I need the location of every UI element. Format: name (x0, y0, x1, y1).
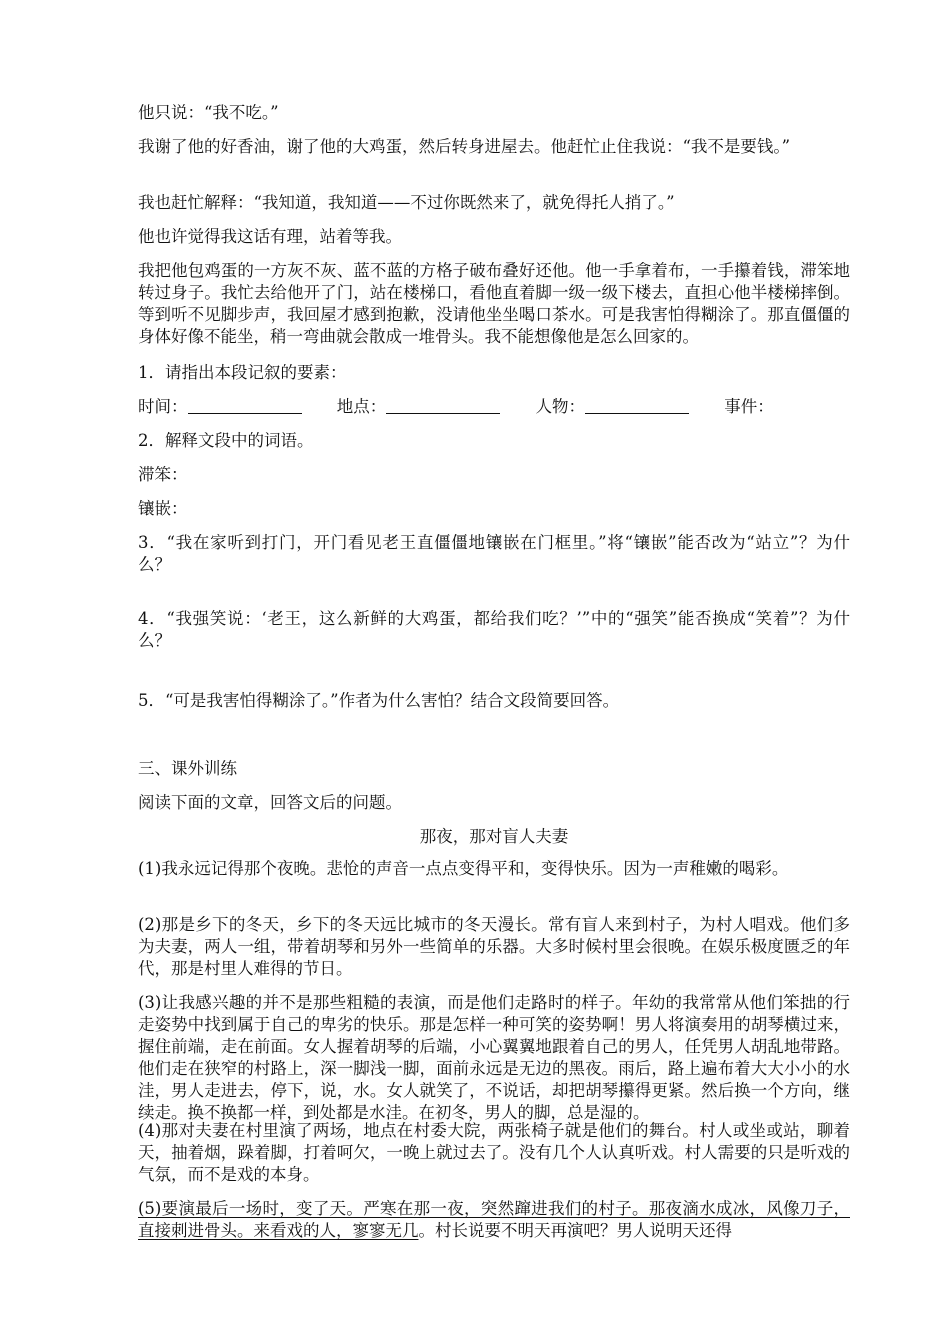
passage-continuation: 。村长说要不明天再演吧？男人说明天还得 (418, 1221, 732, 1240)
section-3-heading: 三、课外训练 (138, 759, 237, 778)
paragraph-1: 他只说：“我不吃。” (138, 103, 279, 122)
section-3-instruction: 阅读下面的文章，回答文后的问题。 (138, 793, 402, 812)
time-blank[interactable] (188, 397, 302, 414)
question-3: 3．“我在家听到打门，开门看见老王直僵僵地镶嵌在门框里。”将“镶嵌”能否改为“站立”？为什么？ (138, 533, 850, 574)
article-paragraph-5 (138, 1198, 850, 1242)
paragraph-4: 他也许觉得我这话有理，站着等我。 (138, 227, 402, 246)
question-1-elements (138, 396, 850, 418)
article-paragraph-2: (2)那是乡下的冬天，乡下的冬天远比城市的冬天漫长。常有盲人来到村子，为村人唱戏。他们多为夫妻，两人一组，带着胡琴和另外一些简单的乐器。大多时候村里会很晚。在娱乐极度匮乏的年代，那是村里人难得的节日。 (138, 915, 850, 978)
event-label: 事件： (724, 397, 774, 416)
question-2: 2．解释文段中的词语。 (138, 431, 314, 450)
question-1: 1．请指出本段记叙的要素： (138, 363, 347, 382)
question-4: 4．“我强笑说：‘老王，这么新鲜的大鸡蛋，都给我们吃？’”中的“强笑”能否换成“笑着”？为什么？ (138, 609, 850, 650)
paragraph-2: 我谢了他的好香油，谢了他的大鸡蛋，然后转身进屋去。他赶忙止住我说：“我不是要钱。” (138, 137, 791, 156)
place-blank[interactable] (386, 397, 500, 414)
article-title: 那夜，那对盲人夫妻 (419, 827, 569, 846)
question-2-term-a: 滞笨： (138, 465, 188, 484)
paragraph-3: 我也赶忙解释：“我知道，我知道——不过你既然来了，就免得托人捎了。” (138, 193, 675, 212)
article-paragraph-3: (3)让我感兴趣的并不是那些粗糙的表演，而是他们走路时的样子。年幼的我常常从他们笨拙的行走姿势中找到属于自己的卑劣的快乐。那是怎样一种可笑的姿势啊！男人将演奏用的胡琴横过来，握住前端，走在前面。女人握着胡琴的后端，小心翼翼地跟着自己的男人，任凭男人胡乱地带路。他们走在狭窄的村路上，深一脚浅一脚，面前永远是无边的黑夜。雨后，路上遍布着大大小小的水洼，男人走进去，停下，说，水。女人就笑了，不说话，却把胡琴攥得更紧。然后换一个方向，继续走。换不换都一样，到处都是水洼。在初冬，男人的脚，总是湿的。 (138, 993, 850, 1122)
place-label: 地点： (336, 397, 387, 416)
question-2-term-b: 镶嵌： (138, 499, 188, 518)
question-5: 5．“可是我害怕得糊涂了。”作者为什么害怕？结合文段简要回答。 (138, 691, 620, 710)
people-blank[interactable] (585, 397, 689, 414)
paragraph-5: 我把他包鸡蛋的一方灰不灰、蓝不蓝的方格子破布叠好还他。他一手拿着布，一手攥着钱，滞笨地转过身子。我忙去给他开了门，站在楼梯口，看他直着脚一级一级下楼去，直担心他半楼梯摔倒。等到听不见脚步声，我回屋才感到抱歉，没请他坐坐喝口茶水。可是我害怕得糊涂了。那直僵僵的身体好像不能坐，稍一弯曲就会散成一堆骨头。我不能想像他是怎么回家的。 (138, 261, 850, 346)
time-label: 时间： (138, 397, 188, 416)
article-paragraph-1: (1)我永远记得那个夜晚。悲怆的声音一点点变得平和，变得快乐。因为一声稚嫩的喝彩。 (138, 859, 789, 878)
people-label: 人物： (535, 397, 585, 416)
underlined-passage: (5)要演最后一场时，变了天。严寒在那一夜，突然蹿进我们的村子。那夜滴水成冰，风像刀子，直接刺进骨头。来看戏的人，寥寥无几 (138, 1199, 850, 1240)
article-paragraph-4: (4)那对夫妻在村里演了两场，地点在村委大院，两张椅子就是他们的舞台。村人或坐或站，聊着天，抽着烟，跺着脚，打着呵欠，一晚上就过去了。没有几个人认真听戏。村人需要的只是听戏的气氛，而不是戏的本身。 (138, 1121, 850, 1184)
